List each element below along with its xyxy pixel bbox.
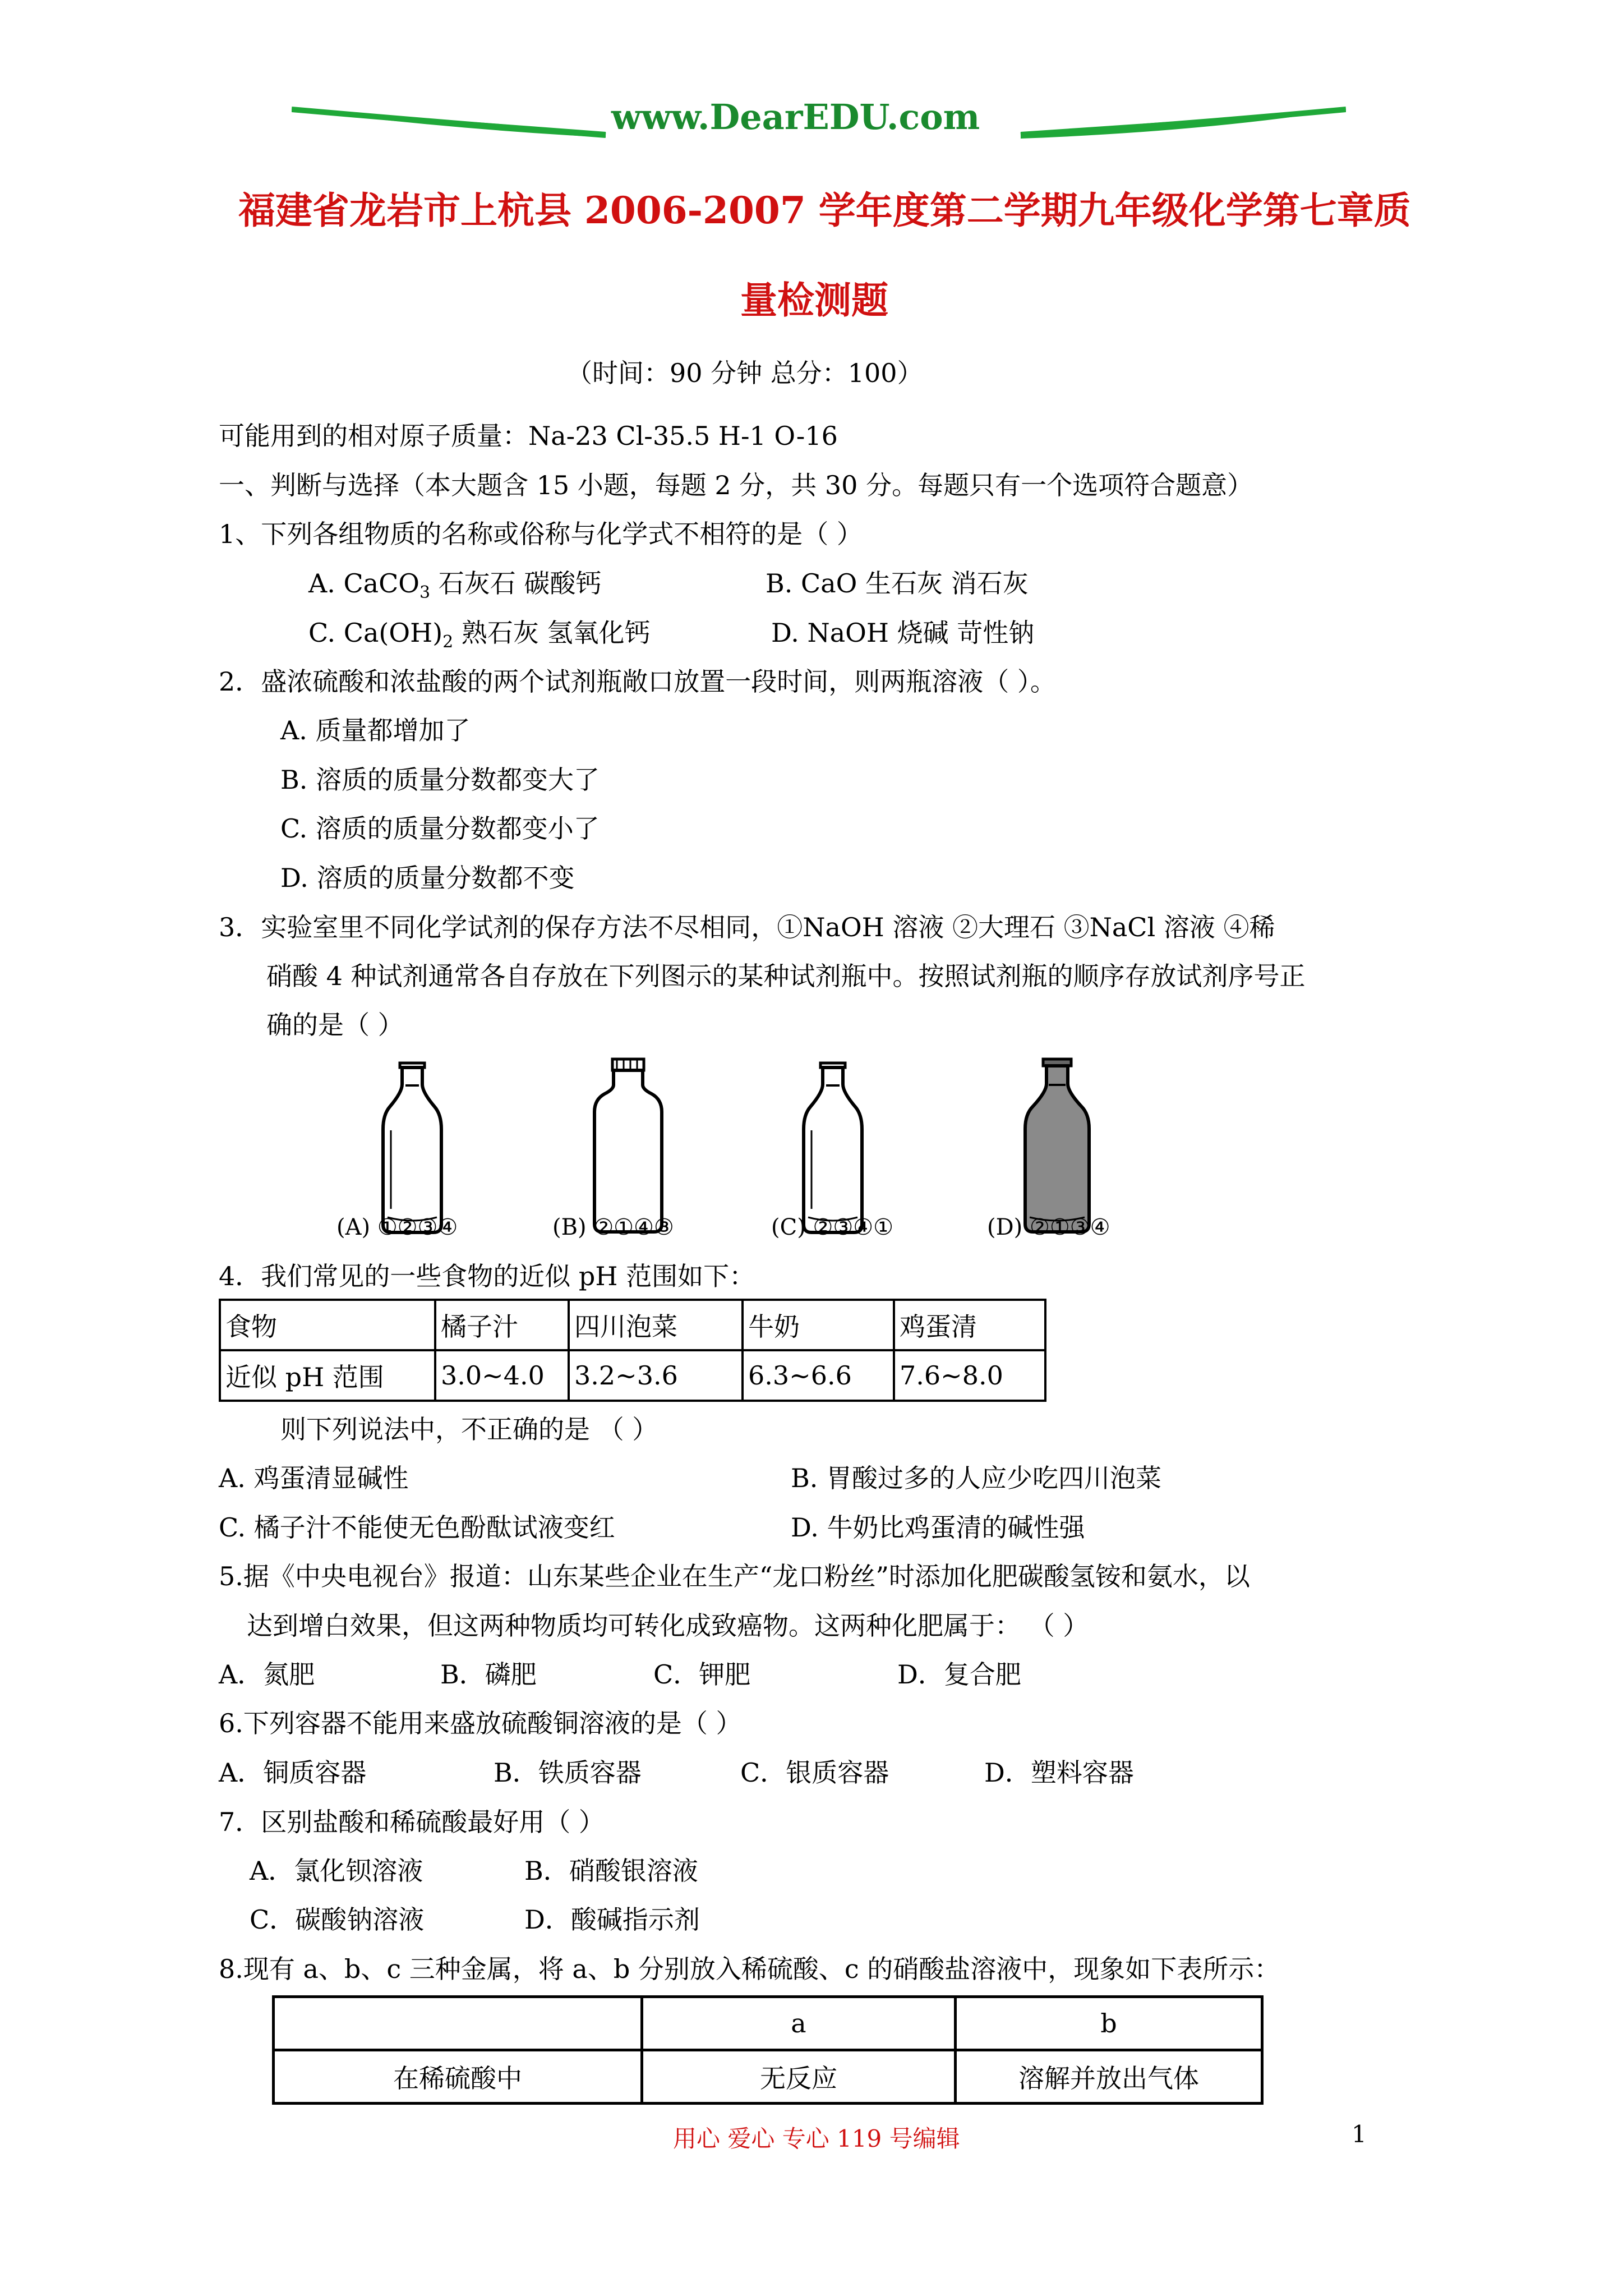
table-cell: 食物	[220, 1300, 435, 1350]
q6-stem: 6.下列容器不能用来盛放硫酸铜溶液的是（ ）	[219, 1708, 742, 1738]
table-cell: 四川泡菜	[569, 1300, 743, 1350]
q1-option-a: A. CaCO$_3$ 石灰石 碳酸钙	[308, 568, 602, 603]
q3-line3: 确的是（ ）	[266, 1010, 404, 1040]
q4-prompt: 则下列说法中，不正确的是 （ ）	[280, 1414, 658, 1444]
table-cell	[274, 1997, 642, 2050]
q1-option-b: B. CaO 生石灰 消石灰	[766, 568, 1029, 599]
table-cell: 7.6~8.0	[894, 1350, 1045, 1401]
table-cell: 鸡蛋清	[894, 1300, 1045, 1350]
q5-line1: 5.据《中央电视台》报道：山东某些企业在生产“龙口粉丝”时添加化肥碳酸氢铵和氨水，以	[219, 1561, 1250, 1591]
table-cell: 3.0~4.0	[435, 1350, 569, 1401]
q2-stem: 2．盛浓硫酸和浓盐酸的两个试剂瓶敞口放置一段时间，则两瓶溶液（ ）。	[219, 666, 1056, 697]
q1-stem: 1、下列各组物质的名称或俗称与化学式不相符的是（ ）	[219, 519, 863, 549]
reagent-bottle-icon	[379, 1057, 446, 1237]
q4-option-c: C. 橘子汁不能使无色酚酞试液变红	[219, 1512, 615, 1543]
table-cell: 溶解并放出气体	[956, 2050, 1262, 2104]
q4-option-b: B. 胃酸过多的人应少吃四川泡菜	[791, 1463, 1162, 1493]
wide-mouth-bottle-icon	[589, 1055, 667, 1240]
q5-option-a: A．氮肥	[219, 1659, 315, 1690]
table-cell: b	[956, 1997, 1262, 2050]
q2-option-d: D. 溶质的质量分数都不变	[280, 863, 575, 893]
q4-option-a: A. 鸡蛋清显碱性	[219, 1463, 409, 1493]
table-cell: 橘子汁	[435, 1300, 569, 1350]
header-site: www.DearEDU.com	[611, 96, 980, 137]
q6-option-d: D．塑料容器	[984, 1757, 1134, 1788]
q6-option-b: B．铁质容器	[494, 1757, 642, 1788]
q3-option-a: (A) ①②③④	[336, 1214, 458, 1240]
q3-option-d: (D) ②①③④	[987, 1214, 1110, 1240]
q5-option-d: D．复合肥	[897, 1659, 1021, 1690]
table-cell: a	[642, 1997, 956, 2050]
table-row	[220, 1300, 1045, 1350]
table-cell: 在稀硫酸中	[274, 2050, 642, 2104]
q6-option-a: A．铜质容器	[219, 1757, 367, 1788]
q7-option-a: A．氯化钡溶液	[250, 1856, 423, 1886]
q7-option-d: D．酸碱指示剂	[524, 1904, 700, 1935]
q4-stem: 4．我们常见的一些食物的近似 pH 范围如下：	[219, 1261, 755, 1291]
table-cell: 6.3~6.6	[743, 1350, 894, 1401]
section-heading: 一、判断与选择（本大题含 15 小题，每题 2 分，共 30 分。每题只有一个选项符合题意）	[219, 470, 1253, 500]
metal-table	[272, 1995, 1264, 2105]
q4-option-d: D. 牛奶比鸡蛋清的碱性强	[791, 1512, 1085, 1543]
q5-option-c: C．钾肥	[653, 1659, 751, 1690]
ph-table	[219, 1299, 1046, 1402]
q1-option-c: C. $Ca(OH)_2$ 熟石灰 氢氧化钙	[308, 618, 651, 652]
page-title-line1: 福建省龙岩市上杭县 2006-2007 学年度第二学期九年级化学第七章质	[238, 188, 1411, 232]
time-info: （时间：90 分钟 总分：100）	[566, 358, 923, 388]
table-cell: 无反应	[642, 2050, 956, 2104]
table-row	[220, 1350, 1045, 1401]
page-number: 1	[1352, 2120, 1367, 2148]
q8-stem: 8.现有 a、b、c 三种金属，将 a、b 分别放入稀硫酸、c 的硝酸盐溶液中，现象如下表所示：	[219, 1954, 1280, 1984]
stoppered-bottle-icon	[799, 1057, 866, 1237]
brown-bottle-icon	[1021, 1055, 1094, 1240]
table-cell: 3.2~3.6	[569, 1350, 743, 1401]
page-title-line2: 量检测题	[740, 278, 888, 322]
q3-line2: 硝酸 4 种试剂通常各自存放在下列图示的某种试剂瓶中。按照试剂瓶的顺序存放试剂序号正	[266, 961, 1306, 991]
q3-option-b: (B) ②①④③	[552, 1214, 674, 1240]
q1-option-d: D. NaOH 烧碱 苛性钠	[771, 618, 1035, 648]
q3-option-c: (C) ②③④①	[771, 1214, 893, 1240]
q7-option-b: B．硝酸银溶液	[524, 1856, 698, 1886]
table-cell: 近似 pH 范围	[220, 1350, 435, 1401]
q5-line2: 达到增白效果，但这两种物质均可转化成致癌物。这两种化肥属于： （ ）	[247, 1611, 1089, 1641]
q6-option-c: C．银质容器	[740, 1757, 889, 1788]
footer-slogan: 用心 爱心 专心 119 号编辑	[673, 2125, 960, 2152]
q7-option-c: C．碳酸钠溶液	[250, 1904, 425, 1935]
table-row	[274, 2050, 1262, 2104]
table-cell: 牛奶	[743, 1300, 894, 1350]
q2-option-a: A. 质量都增加了	[280, 715, 471, 746]
q3-line1: 3．实验室里不同化学试剂的保存方法不尽相同，①NaOH 溶液 ②大理石 ③NaCl 溶液 ④稀	[219, 912, 1275, 942]
table-row	[274, 1997, 1262, 2050]
q7-stem: 7．区别盐酸和稀硫酸最好用（ ）	[219, 1807, 605, 1837]
q2-option-c: C. 溶质的质量分数都变小了	[280, 813, 600, 844]
q2-option-b: B. 溶质的质量分数都变大了	[280, 765, 600, 795]
q5-option-b: B．磷肥	[440, 1659, 537, 1690]
atomic-mass: 可能用到的相对原子质量：Na-23 Cl-35.5 H-1 O-16	[219, 421, 838, 451]
